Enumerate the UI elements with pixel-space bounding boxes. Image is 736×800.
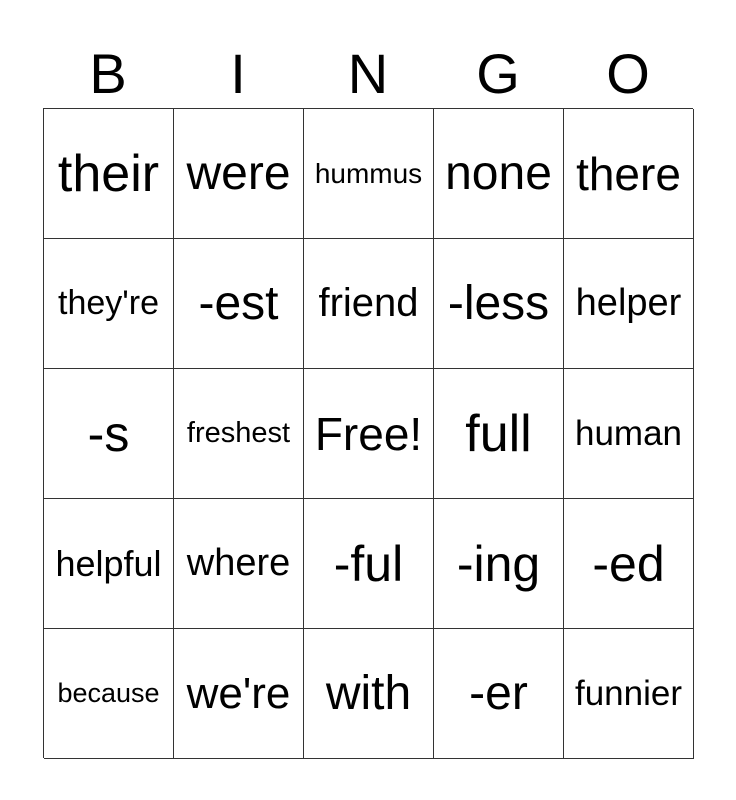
bingo-cell[interactable]: [304, 369, 434, 499]
cell-text: with: [325, 667, 412, 720]
bingo-cell[interactable]: [434, 629, 564, 759]
cell-text: helpful: [55, 542, 162, 584]
cell-text: they're: [58, 284, 159, 322]
cell-text: because: [57, 678, 160, 708]
bingo-cell[interactable]: [174, 369, 304, 499]
bingo-cell[interactable]: [174, 629, 304, 759]
cell-text: none: [445, 147, 552, 200]
bingo-cell[interactable]: [304, 239, 434, 369]
cell-text: freshest: [186, 417, 291, 449]
cell-text: -er: [469, 667, 528, 720]
bingo-cell[interactable]: [304, 629, 434, 759]
bingo-cell[interactable]: [564, 499, 694, 629]
bingo-cell[interactable]: [44, 369, 174, 499]
cell-text: -ing: [456, 535, 541, 592]
cell-text: hummus: [314, 157, 423, 189]
bingo-cell[interactable]: [44, 629, 174, 759]
header-letter-i: I: [230, 42, 246, 105]
cell-text: human: [574, 413, 683, 453]
bingo-cell[interactable]: [434, 109, 564, 239]
cell-text: where: [186, 542, 291, 584]
cell-text: -ed: [592, 535, 665, 592]
bingo-cell[interactable]: [174, 239, 304, 369]
cell-text: Free!: [314, 407, 423, 460]
cell-text: we're: [186, 668, 291, 718]
bingo-cell[interactable]: [434, 499, 564, 629]
bingo-cell[interactable]: [304, 499, 434, 629]
bingo-cell[interactable]: [304, 109, 434, 239]
bingo-cell[interactable]: [564, 239, 694, 369]
bingo-header: [43, 40, 693, 108]
bingo-cell[interactable]: [434, 239, 564, 369]
cell-text: were: [186, 147, 291, 200]
cell-text: funnier: [574, 673, 683, 713]
cell-text: -est: [198, 277, 279, 330]
cell-text: -less: [447, 277, 550, 330]
cell-text: their: [57, 144, 160, 203]
bingo-cell[interactable]: [44, 499, 174, 629]
bingo-cell[interactable]: [434, 369, 564, 499]
cell-text: friend: [318, 281, 419, 325]
header-letter-n: N: [347, 42, 389, 105]
cell-text: -s: [87, 405, 130, 462]
bingo-cell[interactable]: [44, 109, 174, 239]
cell-text: full: [465, 404, 532, 463]
header-letter-b: B: [89, 42, 127, 105]
bingo-cell[interactable]: [564, 629, 694, 759]
cell-text: there: [576, 147, 681, 200]
bingo-cell[interactable]: [174, 499, 304, 629]
bingo-cell[interactable]: [564, 109, 694, 239]
cell-text: -ful: [333, 535, 404, 592]
header-letter-o: O: [606, 42, 650, 105]
header-letter-g: G: [476, 42, 520, 105]
bingo-grid: [43, 108, 693, 758]
cell-text: helper: [575, 282, 682, 324]
bingo-cell[interactable]: [564, 369, 694, 499]
bingo-cell[interactable]: [174, 109, 304, 239]
bingo-cell[interactable]: [44, 239, 174, 369]
